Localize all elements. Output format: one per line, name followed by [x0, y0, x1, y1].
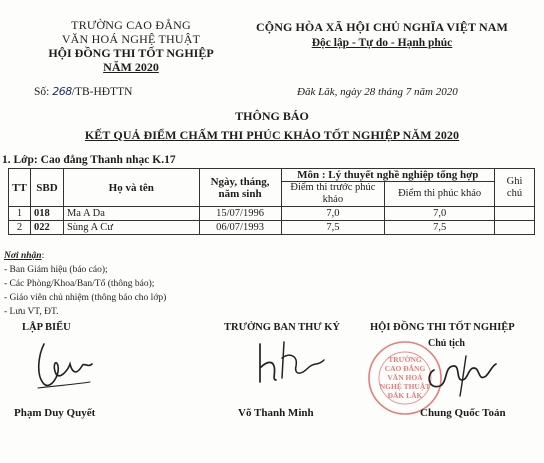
secretary-title: TRƯỞNG BAN THƯ KÝ	[224, 322, 340, 333]
notice-title: THÔNG BÁO	[235, 109, 309, 123]
notice-subtitle: KẾT QUẢ ĐIỂM CHẤM THI PHÚC KHẢO TỐT NGHIỆP NĂM 2020	[84, 128, 460, 142]
cell-sbd: 018	[30, 207, 63, 221]
national-header	[232, 20, 532, 49]
col-header-sbd: SBD	[30, 169, 63, 207]
list-item: - Ban Giám hiệu (báo cáo);	[4, 265, 108, 275]
issuer-line-1: TRƯỜNG CAO ĐẲNG	[71, 18, 191, 32]
seal-line: NGHỆ THUẬT	[379, 382, 431, 391]
seal-line: TRƯỜNG	[388, 355, 422, 364]
doc-number-suffix: /TB-HĐTTN	[71, 86, 133, 98]
seal-line: CAO ĐẲNG	[384, 364, 426, 373]
col-header-dob: Ngày, tháng, năm sinh	[199, 169, 281, 207]
cell-tt: 2	[9, 221, 31, 235]
col-header-tt: TT	[9, 169, 31, 207]
council-role: Chủ tịch	[428, 338, 465, 349]
issuer-line-3: HỘI ĐỒNG THI TỐT NGHIỆP	[48, 46, 214, 60]
national-motto: Độc lập - Tự do - Hạnh phúc	[311, 37, 453, 49]
col-header-before: Điểm thi trước phúc khảo	[281, 182, 385, 207]
cell-after: 7,0	[385, 207, 495, 221]
chairman-signature	[420, 350, 500, 400]
cell-sbd: 022	[30, 221, 63, 235]
seal-line: VĂN HOÁ	[387, 373, 423, 382]
national-title: CỘNG HÒA XÃ HỘI CHỦ NGHĨA VIỆT NAM	[256, 20, 508, 34]
council-title: HỘI ĐỒNG THI TỐT NGHIỆP	[370, 322, 515, 333]
cell-before: 7,5	[281, 221, 385, 235]
cell-tt: 1	[9, 207, 31, 221]
recipients-list: Nơi nhận: - Ban Giám hiệu (báo cáo); - Các Phòng/Khoa/Ban/Tổ (thông báo); - Giáo viên chủ nhiệm (thông báo cho lớp) - Lưu VT, ĐT.	[4, 251, 167, 317]
table-row	[9, 221, 535, 235]
issuer-line-4: NĂM 2020	[103, 60, 159, 74]
results-table	[8, 168, 535, 235]
preparer-name: Phạm Duy Quyết	[14, 407, 96, 419]
secretary-signature	[252, 338, 332, 386]
document-number	[34, 85, 132, 98]
table-row	[9, 207, 535, 221]
preparer-signature	[30, 336, 100, 396]
cell-after: 7,5	[385, 221, 495, 235]
issuer-line-2: VĂN HOÁ NGHỆ THUẬT	[61, 32, 201, 46]
chairman-name: Chung Quốc Toản	[420, 407, 506, 419]
secretary-name: Võ Thanh Minh	[238, 407, 314, 419]
cell-note	[495, 207, 535, 221]
seal-line: ĐĂK LĂK	[387, 391, 423, 400]
table-header-row	[9, 169, 535, 182]
cell-name: Sùng A Cư	[63, 221, 199, 235]
cell-note	[495, 221, 535, 235]
doc-number-handwritten: 268	[52, 85, 72, 98]
doc-number-prefix: Số:	[34, 86, 50, 98]
col-header-subject: Môn : Lý thuyết nghề nghiệp tổng hợp	[281, 169, 494, 182]
class-line: 1. Lớp: Cao đẳng Thanh nhạc K.17	[2, 154, 176, 166]
issuer-header	[0, 18, 262, 74]
cell-before: 7,0	[281, 207, 385, 221]
list-item: - Các Phòng/Khoa/Ban/Tổ (thông báo);	[4, 279, 155, 289]
cell-name: Ma A Da	[63, 207, 199, 221]
cell-dob: 06/07/1993	[199, 221, 281, 235]
col-header-after: Điểm thi phúc khảo	[385, 182, 495, 207]
list-item: - Giáo viên chủ nhiệm (thông báo cho lớp)	[4, 293, 167, 303]
notice-heading	[0, 109, 544, 143]
col-header-name: Họ và tên	[63, 169, 199, 207]
col-header-note: Ghi chú	[495, 169, 535, 207]
preparer-title: LẬP BIỂU	[22, 322, 71, 333]
recipients-heading: Nơi nhận	[4, 251, 42, 261]
cell-dob: 15/07/1996	[199, 207, 281, 221]
date-line: Đăk Lăk, ngày 28 tháng 7 năm 2020	[297, 86, 458, 98]
list-item: - Lưu VT, ĐT.	[4, 307, 59, 317]
